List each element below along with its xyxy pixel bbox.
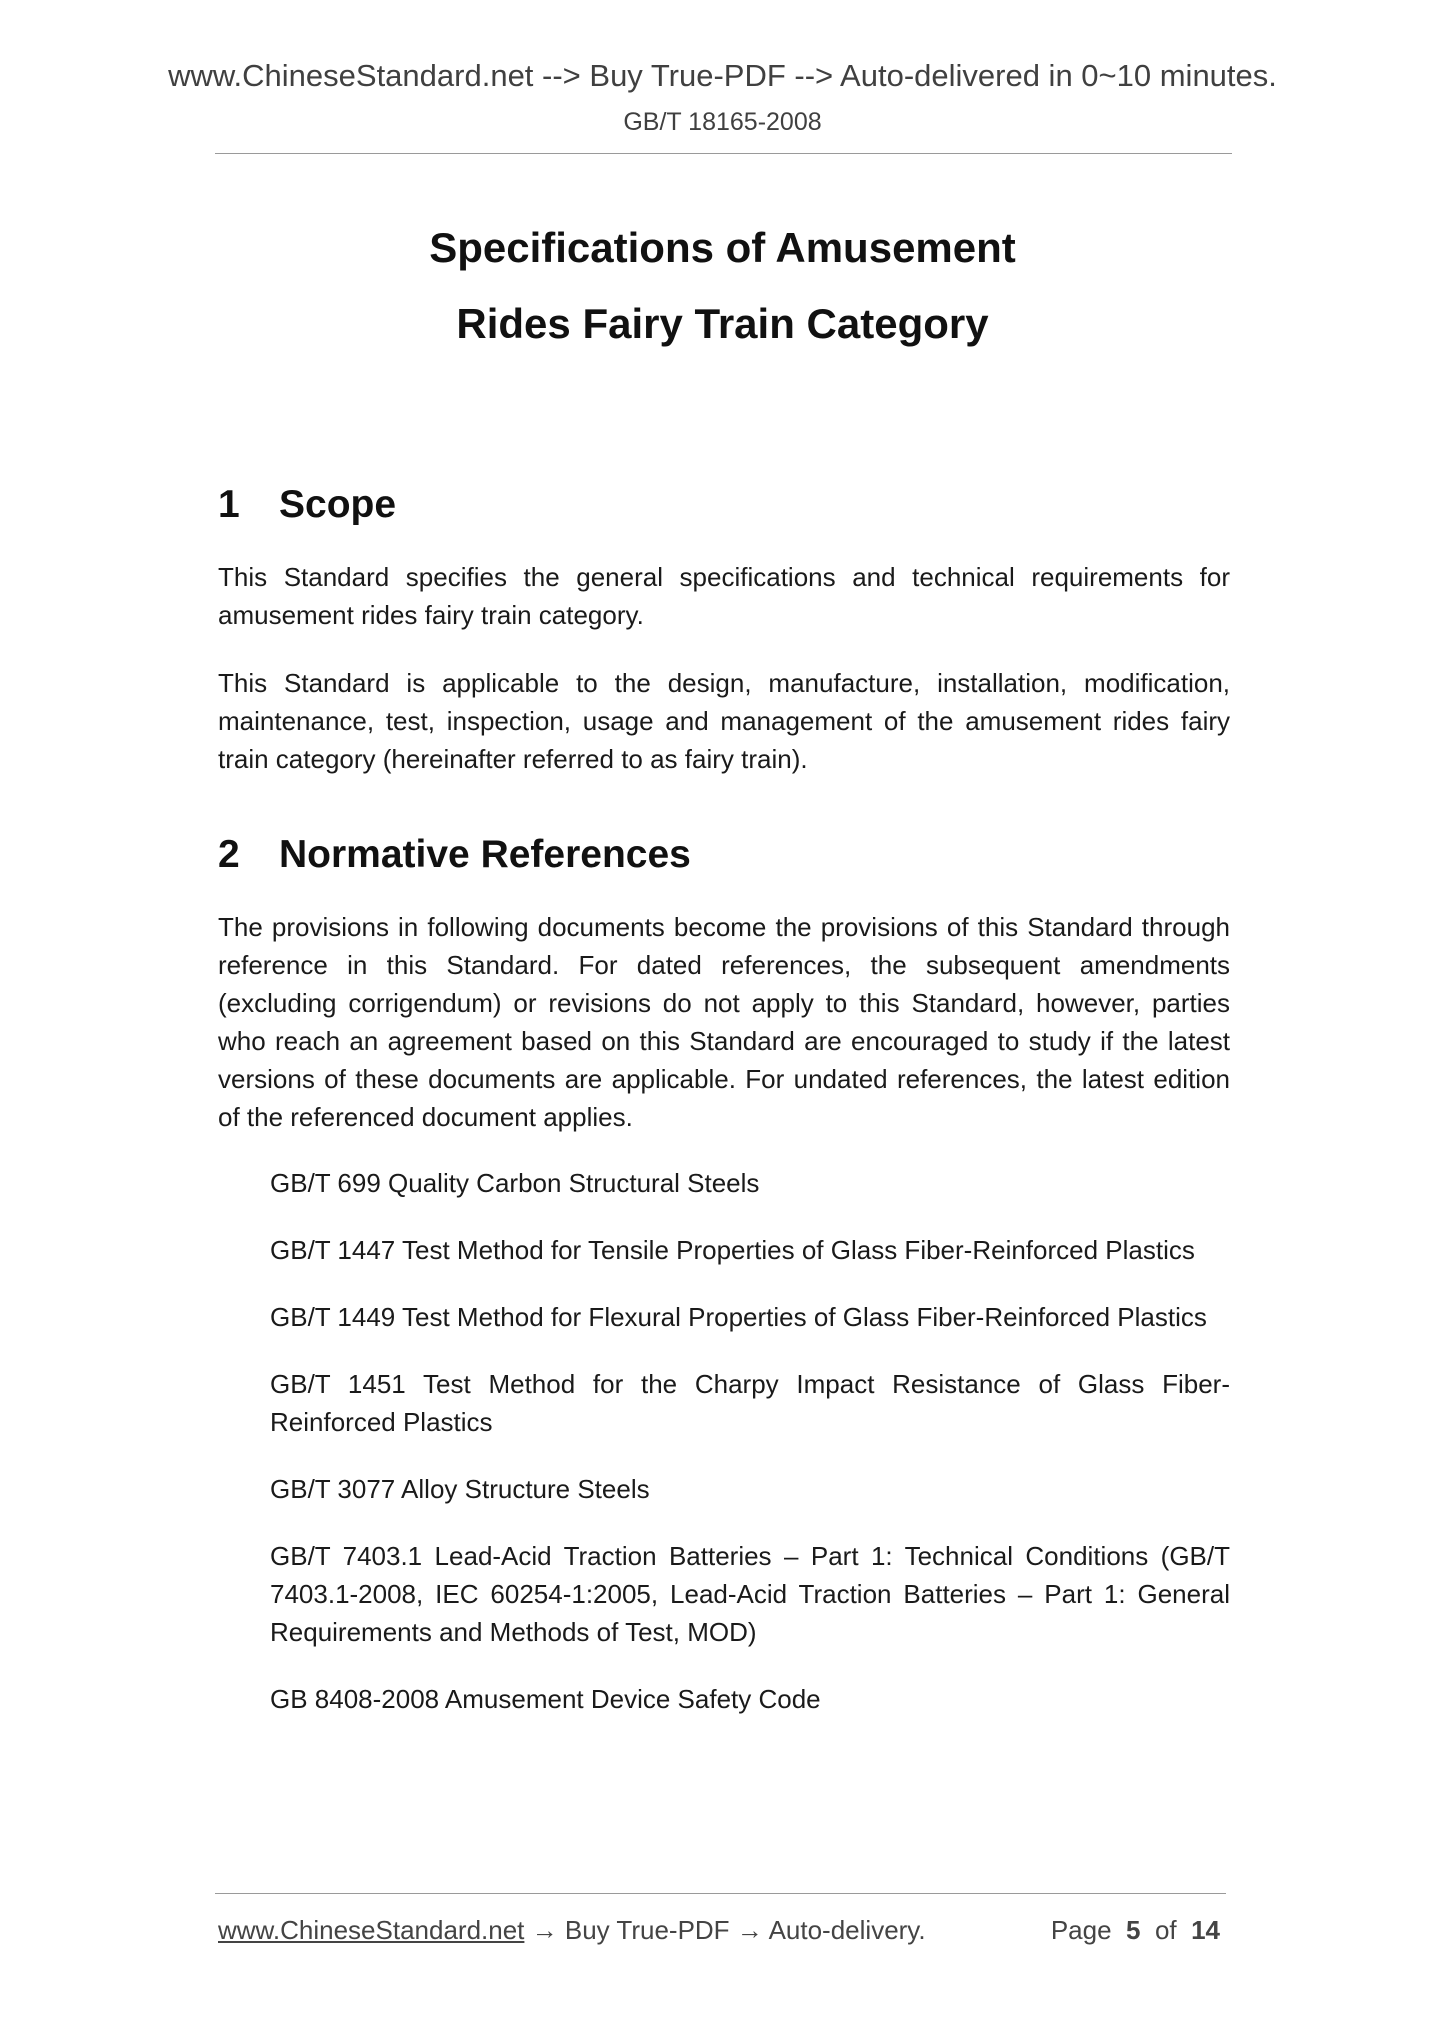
paragraph: This Standard specifies the general specifications and technical requirements for amusement rides fairy train category. bbox=[218, 562, 1230, 630]
standard-code: GB/T 18165-2008 bbox=[623, 108, 822, 136]
reference-item: GB 8408-2008 Amusement Device Safety Code bbox=[270, 1684, 821, 1714]
reference-item: GB/T 3077 Alloy Structure Steels bbox=[270, 1474, 650, 1504]
reference-list bbox=[218, 1164, 1230, 1718]
page-number bbox=[1051, 1912, 1220, 1948]
footer-promo bbox=[218, 1915, 926, 1945]
reference-item: GB/T 699 Quality Carbon Structural Steels bbox=[270, 1168, 760, 1198]
total-pages: 14 bbox=[1191, 1915, 1220, 1945]
reference-item: GB/T 1449 Test Method for Flexural Properties of Glass Fiber-Reinforced Plastics bbox=[270, 1302, 1207, 1332]
footer-promo-text: → Buy True-PDF → Auto-delivery. bbox=[524, 1915, 926, 1945]
current-page: 5 bbox=[1126, 1915, 1141, 1945]
header-divider bbox=[215, 153, 1232, 154]
section-heading-normative-references bbox=[218, 828, 1230, 882]
footer-divider bbox=[215, 1893, 1226, 1894]
page-footer bbox=[218, 1912, 1226, 1948]
document-body bbox=[218, 478, 1230, 1747]
section-number: 1 bbox=[218, 483, 240, 526]
section-title: Scope bbox=[279, 483, 397, 526]
footer-site-link[interactable]: www.ChineseStandard.net bbox=[218, 1915, 525, 1945]
paragraph: This Standard is applicable to the design, manufacture, installation, modification, maintenance, test, inspection, usage and management of the amusement rides fairy train category (hereinafter referred to as fairy train). bbox=[218, 668, 1230, 774]
section-number: 2 bbox=[218, 833, 240, 876]
paragraph: The provisions in following documents become the provisions of this Standard through reference in this Standard. For dated references, the subsequent amendments (excluding corrigendum) or revisions do not apply to this Standard, however, parties who reach an agreement based on this Standard are encouraged to study if the latest versions of these documents are applicable. For undated references, the latest edition of the referenced document applies. bbox=[218, 912, 1230, 1132]
title-line-2: Rides Fairy Train Category bbox=[456, 300, 989, 347]
page-label: Page bbox=[1050, 1915, 1112, 1945]
of-label: of bbox=[1154, 1915, 1177, 1945]
document-title bbox=[0, 210, 1445, 362]
reference-item: GB/T 7403.1 Lead-Acid Traction Batteries – Part 1: Technical Conditions (GB/T 7403.1-2008, IEC 60254-1:2005, Lead-Acid Traction Batteries – Part 1: General Requirements and Methods of Test, MOD) bbox=[270, 1541, 1230, 1647]
page-header bbox=[0, 56, 1445, 138]
title-line-1: Specifications of Amusement bbox=[429, 224, 1016, 271]
section-title: Normative References bbox=[279, 833, 691, 876]
header-banner: www.ChineseStandard.net --> Buy True-PDF --> Auto-delivered in 0~10 minutes. bbox=[168, 58, 1277, 93]
section-heading-scope bbox=[218, 478, 1230, 532]
reference-item: GB/T 1451 Test Method for the Charpy Impact Resistance of Glass Fiber-Reinforced Plastics bbox=[270, 1369, 1230, 1437]
reference-item: GB/T 1447 Test Method for Tensile Properties of Glass Fiber-Reinforced Plastics bbox=[270, 1235, 1195, 1265]
